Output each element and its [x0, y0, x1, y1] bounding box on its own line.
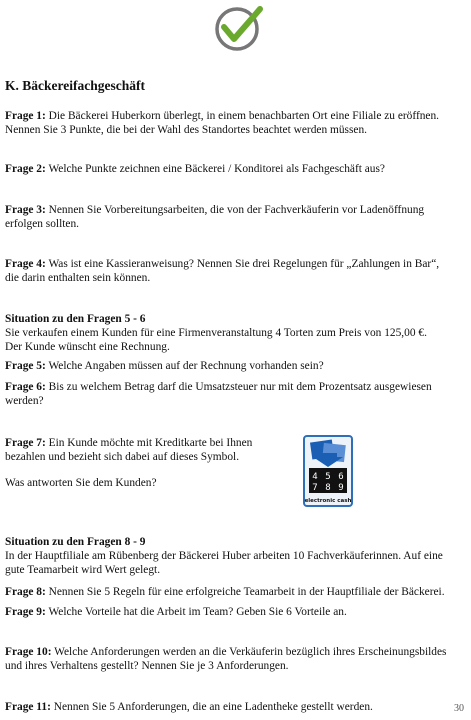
question-text-continued: die darin enthalten sein können.	[5, 272, 151, 284]
question-text-continued: erfolgen sollten.	[5, 218, 80, 230]
question-4	[5, 257, 439, 285]
question-text: Nennen Sie 5 Regeln für eine erfolgreiche Teamarbeit in der Hauptfiliale der Bäckerei.	[45, 586, 445, 598]
situation-8-9	[5, 535, 443, 577]
electronic-cash-symbol	[303, 435, 353, 507]
question-9	[5, 605, 347, 619]
question-label: Frage 11:	[5, 701, 51, 713]
question-text-continued: bezahlen und bezieht sich dabei auf dieses Symbol.	[5, 451, 240, 463]
situation-text-continued: gute Teamarbeit wird Wert gelegt.	[5, 564, 161, 576]
section-title: K. Bäckereifachgeschäft	[5, 78, 145, 93]
question-10	[5, 645, 446, 673]
keypad-digit: 6	[338, 472, 344, 482]
question-text: Die Bäckerei Huberkorn überlegt, in einem benachbarten Ort eine Filiale zu eröffnen.	[45, 110, 440, 122]
question-text: Welche Punkte zeichnen eine Bäckerei / Konditorei als Fachgeschäft aus?	[45, 163, 385, 175]
question-8	[5, 585, 445, 599]
question-text: Nennen Sie Vorbereitungsarbeiten, die von der Fachverkäuferin vor Ladenöffnung	[45, 204, 425, 216]
question-2	[5, 162, 385, 176]
question-text-continued: Was antworten Sie dem Kunden?	[5, 477, 157, 489]
question-1	[5, 109, 439, 137]
question-label: Frage 5:	[5, 360, 46, 372]
question-text: Welche Vorteile hat die Arbeit im Team? Geben Sie 6 Vorteile an.	[45, 606, 347, 618]
situation-5-6	[5, 312, 427, 354]
question-label: Frage 9:	[5, 606, 46, 618]
keypad-digit: 5	[325, 472, 331, 482]
question-5	[5, 359, 324, 373]
question-label: Frage 6:	[5, 381, 46, 393]
question-3	[5, 203, 424, 231]
situation-text-continued: Der Kunde wünscht eine Rechnung.	[5, 341, 170, 353]
question-label: Frage 3:	[5, 204, 46, 216]
question-text-continued: und ihres Verhaltens gestellt? Nennen Sie je 3 Anforderungen.	[5, 660, 289, 672]
question-text-continued: Nennen Sie 3 Punkte, die bei der Wahl des Standortes beachtet werden müssen.	[5, 124, 368, 136]
keypad-digit: 7	[312, 483, 318, 493]
page-mark: 30	[454, 703, 464, 714]
question-text: Welche Anforderungen werden an die Verkäuferin bezüglich ihres Erscheinungsbildes	[51, 646, 447, 658]
question-text: Nennen Sie 5 Anforderungen, die an eine Ladentheke gestellt werden.	[50, 701, 373, 713]
question-label: Frage 7:	[5, 437, 46, 449]
situation-title: Situation zu den Fragen 8 - 9	[5, 536, 146, 548]
question-text: Was ist eine Kassieranweisung? Nennen Sie drei Regelungen für „Zahlungen in Bar“,	[45, 258, 440, 270]
question-label: Frage 1:	[5, 110, 46, 122]
question-label: Frage 4:	[5, 258, 46, 270]
question-6	[5, 380, 432, 408]
card-caption: electronic cash	[304, 498, 352, 504]
situation-text: In der Hauptfiliale am Rübenberg der Bäckerei Huber arbeiten 10 Fachverkäuferinnen. Auf eine	[5, 550, 443, 562]
question-label: Frage 10:	[5, 646, 52, 658]
checkmark-circle-icon	[210, 3, 270, 53]
keypad-digit: 9	[338, 483, 344, 493]
situation-text: Sie verkaufen einem Kunden für eine Firmenveranstaltung 4 Torten zum Preis von 125,00 €.	[5, 327, 427, 339]
question-label: Frage 8:	[5, 586, 46, 598]
question-text-continued: werden?	[5, 395, 44, 407]
keypad-digit: 8	[325, 483, 331, 493]
question-text: Ein Kunde möchte mit Kreditkarte bei Ihnen	[45, 437, 253, 449]
keypad-digit: 4	[312, 472, 318, 482]
question-7	[5, 436, 252, 490]
question-11	[5, 700, 373, 714]
question-text: Bis zu welchem Betrag darf die Umsatzsteuer nur mit dem Prozentsatz ausgewiesen	[45, 381, 432, 393]
question-label: Frage 2:	[5, 163, 46, 175]
situation-title: Situation zu den Fragen 5 - 6	[5, 313, 146, 325]
question-text: Welche Angaben müssen auf der Rechnung vorhanden sein?	[45, 360, 324, 372]
